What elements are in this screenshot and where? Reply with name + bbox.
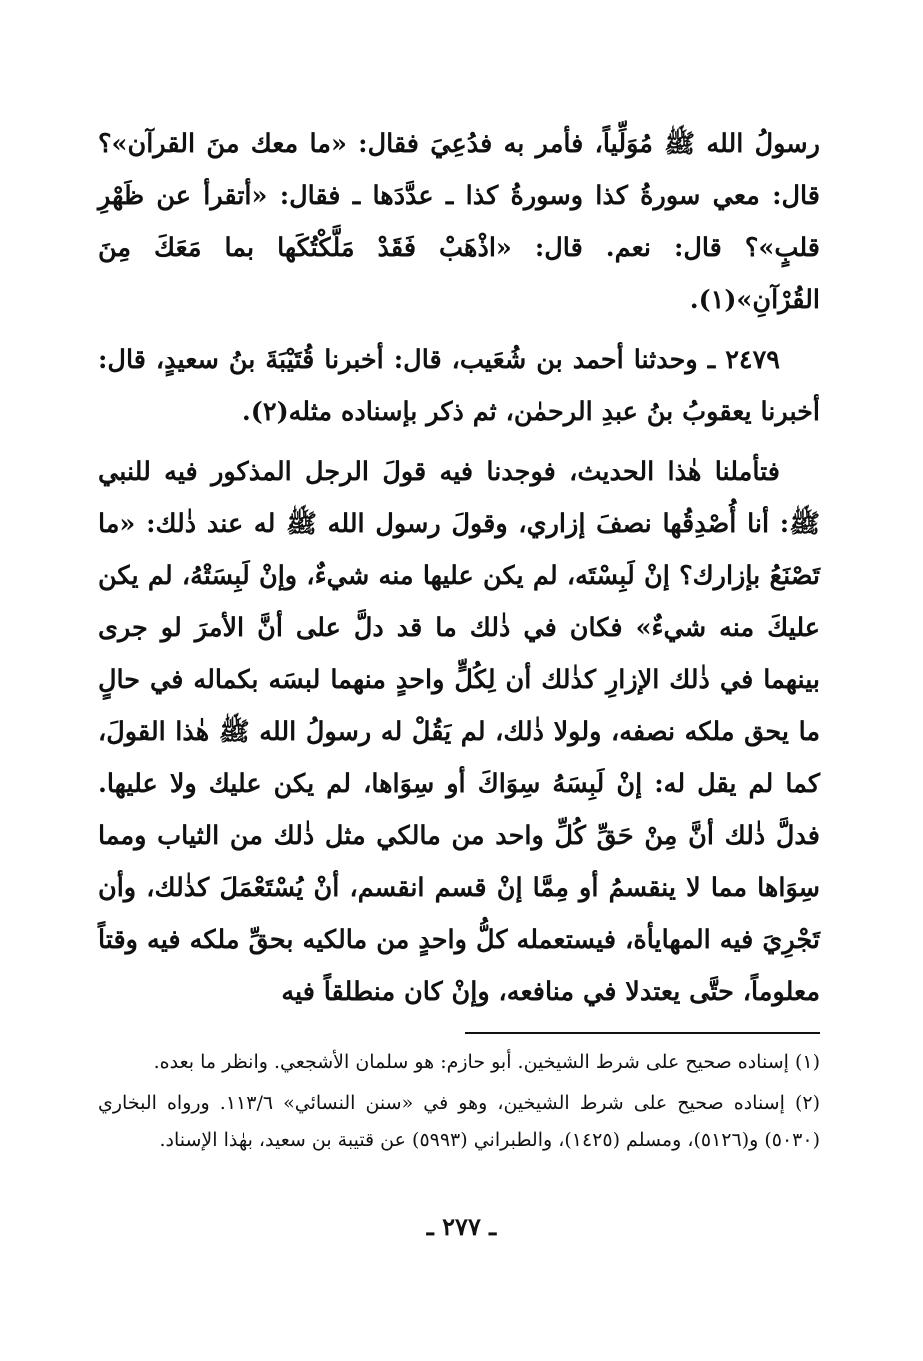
paragraph-hadith-continuation: رسولُ الله ﷺ مُوَلِّياً، فأمر به فدُعِيَ فقال: «ما معك منَ القرآن»؟ قال: معي سورةُ كذا وسورةُ كذا ـ عدَّدَها ـ فقال: «أتقرأ عن ظَهْرِ قلبٍ»؟ قال: نعم. قال: «اذْهَبْ فَقَدْ مَلَّكْتُكَها بما مَعَكَ مِنَ القُرْآنِ»(١).	[98, 129, 820, 315]
document-page	[98, 118, 820, 1248]
main-text	[98, 118, 820, 1018]
footnotes	[98, 1044, 820, 1159]
paragraph-commentary: فتأملنا هٰذا الحديث، فوجدنا فيه قولَ الرجل المذكور فيه للنبي ﷺ: أنا أُصْدِقُها نصفَ إزاري، وقولَ رسول الله ﷺ له عند ذٰلك: «ما تَصْنَعُ بإزارك؟ إنْ لَبِسْتَه، لم يكن عليها منه شيءٌ، وإنْ لَبِسَتْهُ، لم يكن عليكَ منه شيءٌ» فكان في ذٰلك ما قد دلَّ على أنَّ الأمرَ لو جرى بينهما في ذٰلك الإزارِ كذٰلك أن لِكُلٍّ واحدٍ منهما لبسَه بكماله في حالٍ ما يحق ملكه نصفه، ولولا ذٰلك، لم يَقُلْ له رسولُ الله ﷺ هٰذا القولَ، كما لم يقل له: إنْ لَبِسَهُ سِوَاكَ أو سِوَاها، لم يكن عليك ولا عليها. فدلَّ ذٰلك أنَّ مِنْ حَقِّ كُلِّ واحد من مالكي مثل ذٰلك من الثياب ومما سِوَاها مما لا ينقسمُ أو مِمَّا إنْ قسم انقسم، أنْ يُسْتَعْمَلَ كذٰلك، وأن تَجْرِيَ فيه المهايأة، فيستعمله كلُّ واحدٍ من مالكيه بحقِّ ملكه فيه وقتاً معلوماً، حتَّى يعتدلا في منافعه، وإنْ كان منطلقاً فيه	[98, 457, 820, 1007]
footnote-separator	[465, 1032, 820, 1034]
paragraph-hadith-2479: ٢٤٧٩ ـ وحدثنا أحمد بن شُعَيب، قال: أخبرنا قُتَيْبَةَ بنُ سعيدٍ، قال: أخبرنا يعقوبُ بنُ عبدِ الرحمٰن، ثم ذكر بإسناده مثله(٢).	[98, 345, 820, 427]
footnote-1: (١) إسناده صحيح على شرط الشيخين. أبو حازم: هو سلمان الأشجعي. وانظر ما بعده.	[153, 1051, 820, 1073]
footnote-2: (٢) إسناده صحيح على شرط الشيخين، وهو في «سنن النسائي» ١١٣/٦. ورواه البخاري (٥٠٣٠) و(٥١٢٦)، ومسلم (١٤٢٥)، والطبراني (٥٩٩٣) عن قتيبة بن سعيد، بهٰذا الإسناد.	[98, 1092, 820, 1151]
page-number: ـ ٢٧٧ ـ	[426, 1212, 497, 1241]
